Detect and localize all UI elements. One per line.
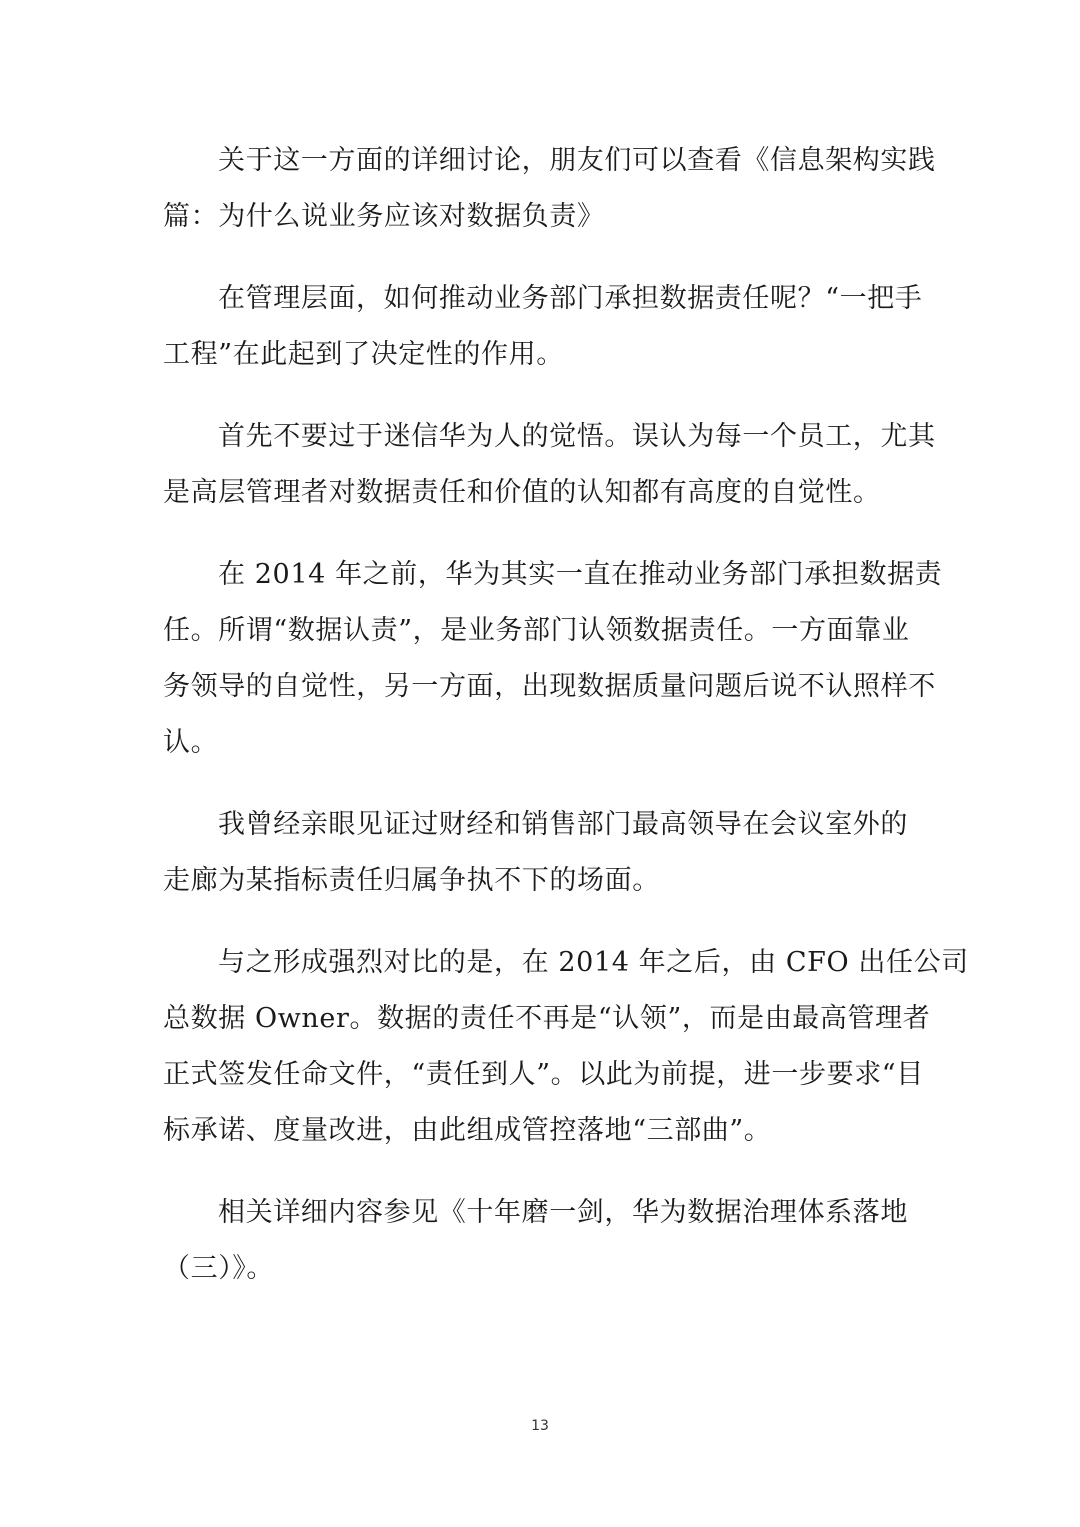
paragraph-line: 与之形成强烈对比的是，在 2014 年之后，由 CFO 出任公司	[218, 947, 969, 978]
paragraph-line: 在管理层面，如何推动业务部门承担数据责任呢？“一把手	[218, 283, 923, 314]
paragraph-line: 关于这一方面的详细讨论，朋友们可以查看《信息架构实践	[218, 145, 936, 176]
paragraph-line: 我曾经亲眼见证过财经和销售部门最高领导在会议室外的	[218, 809, 908, 840]
paragraph-line: 首先不要过于迷信华为人的觉悟。误认为每一个员工，尤其	[218, 421, 936, 452]
paragraph-line: （三）》。	[163, 1253, 274, 1284]
paragraph-line: 走廊为某指标责任归属争执不下的场面。	[163, 865, 660, 896]
paragraph-line: 正式签发任命文件，“责任到人”。以此为前提，进一步要求“目	[163, 1059, 924, 1090]
paragraph-line: 务领导的自觉性，另一方面，出现数据质量问题后说不认照样不	[163, 671, 936, 702]
paragraph-line: 在 2014 年之前，华为其实一直在推动业务部门承担数据责	[218, 559, 943, 590]
paragraph-line: 篇：为什么说业务应该对数据负责》	[163, 201, 605, 232]
paragraph-line: 标承诺、度量改进，由此组成管控落地“三部曲”。	[163, 1115, 772, 1146]
paragraph-line: 认。	[163, 727, 219, 758]
paragraph-line: 是高层管理者对数据责任和价值的认知都有高度的自觉性。	[163, 477, 881, 508]
paragraph-line: 工程”在此起到了决定性的作用。	[163, 339, 564, 370]
paragraph-line: 任。所谓“数据认责”，是业务部门认领数据责任。一方面靠业	[163, 615, 910, 646]
page-number: 13	[531, 1418, 549, 1434]
paragraph-line: 相关详细内容参见《十年磨一剑，华为数据治理体系落地	[218, 1197, 908, 1228]
paragraph-line: 总数据 Owner。数据的责任不再是“认领”，而是由最高管理者	[163, 1003, 931, 1034]
